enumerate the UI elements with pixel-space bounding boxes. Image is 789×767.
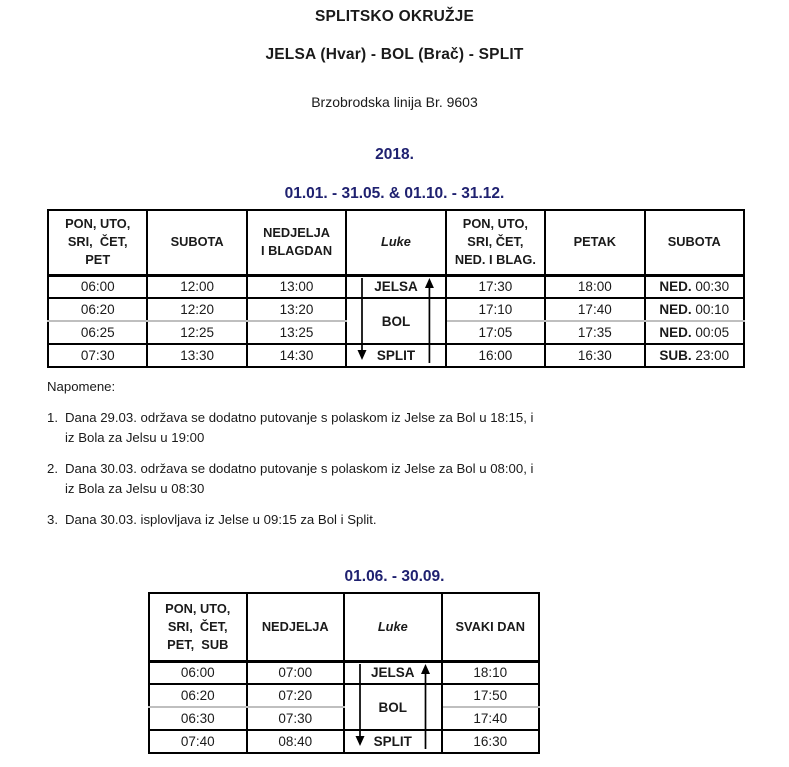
time-cell: 08:40: [247, 730, 345, 753]
header-line: Luke: [381, 234, 411, 250]
note-number: 3.: [47, 512, 58, 527]
timetable-row: [149, 661, 539, 684]
year-heading: 2018.: [375, 146, 414, 163]
note-item-3: [47, 510, 647, 530]
header-line: NED. I BLAG.: [454, 252, 536, 268]
time-cell: 06:00: [48, 275, 147, 298]
note-item-1: [47, 408, 647, 448]
header-line: PETAK: [573, 234, 617, 250]
port-cell-jelsa: JELSA: [346, 275, 445, 298]
time-cell: 16:30: [545, 344, 644, 367]
day-abbrev: NED.: [659, 302, 692, 317]
time-cell: NED. 00:30: [645, 275, 744, 298]
time-cell: 06:20: [149, 684, 247, 707]
notes-label: Napomene:: [47, 379, 116, 394]
time-cell: 17:50: [442, 684, 540, 707]
port-cell-jelsa: JELSA: [344, 661, 442, 684]
timetable-summer-wrap: [148, 592, 540, 754]
header-line: I BLAGDAN: [261, 243, 333, 259]
time-cell: 12:25: [147, 321, 246, 344]
day-column-header: [442, 593, 540, 661]
time-cell: 17:40: [545, 298, 644, 321]
note-item-2: [47, 459, 647, 499]
header-line: SRI, ČET,: [467, 234, 524, 250]
day-abbrev: NED.: [659, 279, 692, 295]
time-cell: 13:25: [247, 321, 346, 344]
period-1-heading: 01.01. - 31.05. & 01.10. - 31.12.: [284, 185, 505, 202]
time-cell: 07:30: [48, 344, 147, 367]
time-cell: 07:30: [247, 707, 345, 730]
note-line: Dana 29.03. održava se dodatno putovanje s polaskom iz Jelse za Bol u 18:15, i: [65, 410, 534, 425]
time-cell: 12:00: [147, 275, 246, 298]
header-line: PON, UTO,: [462, 216, 528, 232]
header-line: SRI, ČET,: [167, 618, 228, 634]
day-column-header: [48, 210, 147, 275]
port-cell-bol: BOL: [346, 298, 445, 344]
port-cell-bol: BOL: [344, 684, 442, 730]
header-line: NEDJELJA: [261, 618, 329, 634]
time-cell: NED. 00:10: [645, 298, 744, 321]
header-row: [48, 210, 744, 275]
time-cell: 12:20: [147, 298, 246, 321]
time-cell: 17:40: [442, 707, 540, 730]
day-column-header: [247, 593, 345, 661]
time-cell: 06:00: [149, 661, 247, 684]
time-cell: 16:30: [442, 730, 540, 753]
header-line: PET: [85, 252, 111, 268]
note-line: Dana 30.03. održava se dodatno putovanje s polaskom iz Jelse za Bol u 08:00, i: [65, 461, 534, 476]
day-abbrev: NED.: [659, 325, 692, 340]
time-cell: 14:30: [247, 344, 346, 367]
header-line: SUBOTA: [170, 234, 224, 250]
day-column-header: [247, 210, 346, 275]
time-cell: 06:25: [48, 321, 147, 344]
route-title: JELSA (Hvar) - BOL (Brač) - SPLIT: [265, 46, 524, 63]
header-line: Luke: [377, 618, 408, 634]
time-cell: NED. 00:05: [645, 321, 744, 344]
header-line: PET, SUB: [167, 636, 229, 652]
header-line: SUBOTA: [667, 234, 721, 250]
note-number: 1.: [47, 410, 58, 425]
timetable-row: [48, 298, 744, 321]
note-line: Dana 30.03. isplovljava iz Jelse u 09:15 za Bol i Split.: [65, 512, 377, 527]
time-cell: 16:00: [446, 344, 545, 367]
note-number: 2.: [47, 461, 58, 476]
note-text: [65, 408, 533, 448]
header-line: NEDJELJA: [263, 225, 330, 241]
time-cell: 06:30: [149, 707, 247, 730]
district-title: SPLITSKO OKRUŽJE: [314, 8, 475, 25]
time-cell: 17:10: [446, 298, 545, 321]
time-cell: 07:00: [247, 661, 345, 684]
period-2-heading: 01.06. - 30.09.: [344, 568, 445, 585]
time-cell: SUB. 23:00: [645, 344, 744, 367]
note-text: [65, 510, 377, 530]
port-cell-split: SPLIT: [344, 730, 442, 753]
header-line: PON, UTO,: [65, 216, 131, 232]
note-text: [65, 459, 533, 499]
header-row: [149, 593, 539, 661]
timetable-summer: [148, 592, 540, 754]
header-line: SRI, ČET,: [67, 234, 128, 250]
day-column-header: [446, 210, 545, 275]
timetable-row: [149, 730, 539, 753]
timetable-row: [149, 684, 539, 707]
timetable-row: [48, 275, 744, 298]
time-cell: 13:00: [247, 275, 346, 298]
day-column-header: [545, 210, 644, 275]
time-cell: 17:05: [446, 321, 545, 344]
note-line: iz Bola za Jelsu u 19:00: [65, 430, 205, 445]
day-column-header: [147, 210, 246, 275]
day-column-header: [149, 593, 247, 661]
luke-column-header: [346, 210, 445, 275]
time-cell: 07:40: [149, 730, 247, 753]
time-cell: 17:35: [545, 321, 644, 344]
time-cell: 07:20: [247, 684, 345, 707]
time-cell: 06:20: [48, 298, 147, 321]
timetable-winter: [47, 209, 745, 368]
time-cell: 18:10: [442, 661, 540, 684]
port-cell-split: SPLIT: [346, 344, 445, 367]
timetable-winter-wrap: [47, 209, 745, 368]
luke-column-header: [344, 593, 442, 661]
time-cell: 17:30: [446, 275, 545, 298]
time-cell: 18:00: [545, 275, 644, 298]
day-abbrev: SUB.: [659, 348, 692, 363]
header-line: SVAKI DAN: [455, 618, 525, 634]
note-line: iz Bola za Jelsu u 08:30: [65, 481, 205, 496]
header-line: PON, UTO,: [165, 600, 231, 616]
notes-section: [47, 377, 647, 541]
line-number-subtitle: Brzobrodska linija Br. 9603: [311, 94, 478, 110]
timetable-row: [48, 344, 744, 367]
day-column-header: [645, 210, 744, 275]
time-cell: 13:30: [147, 344, 246, 367]
time-cell: 13:20: [247, 298, 346, 321]
